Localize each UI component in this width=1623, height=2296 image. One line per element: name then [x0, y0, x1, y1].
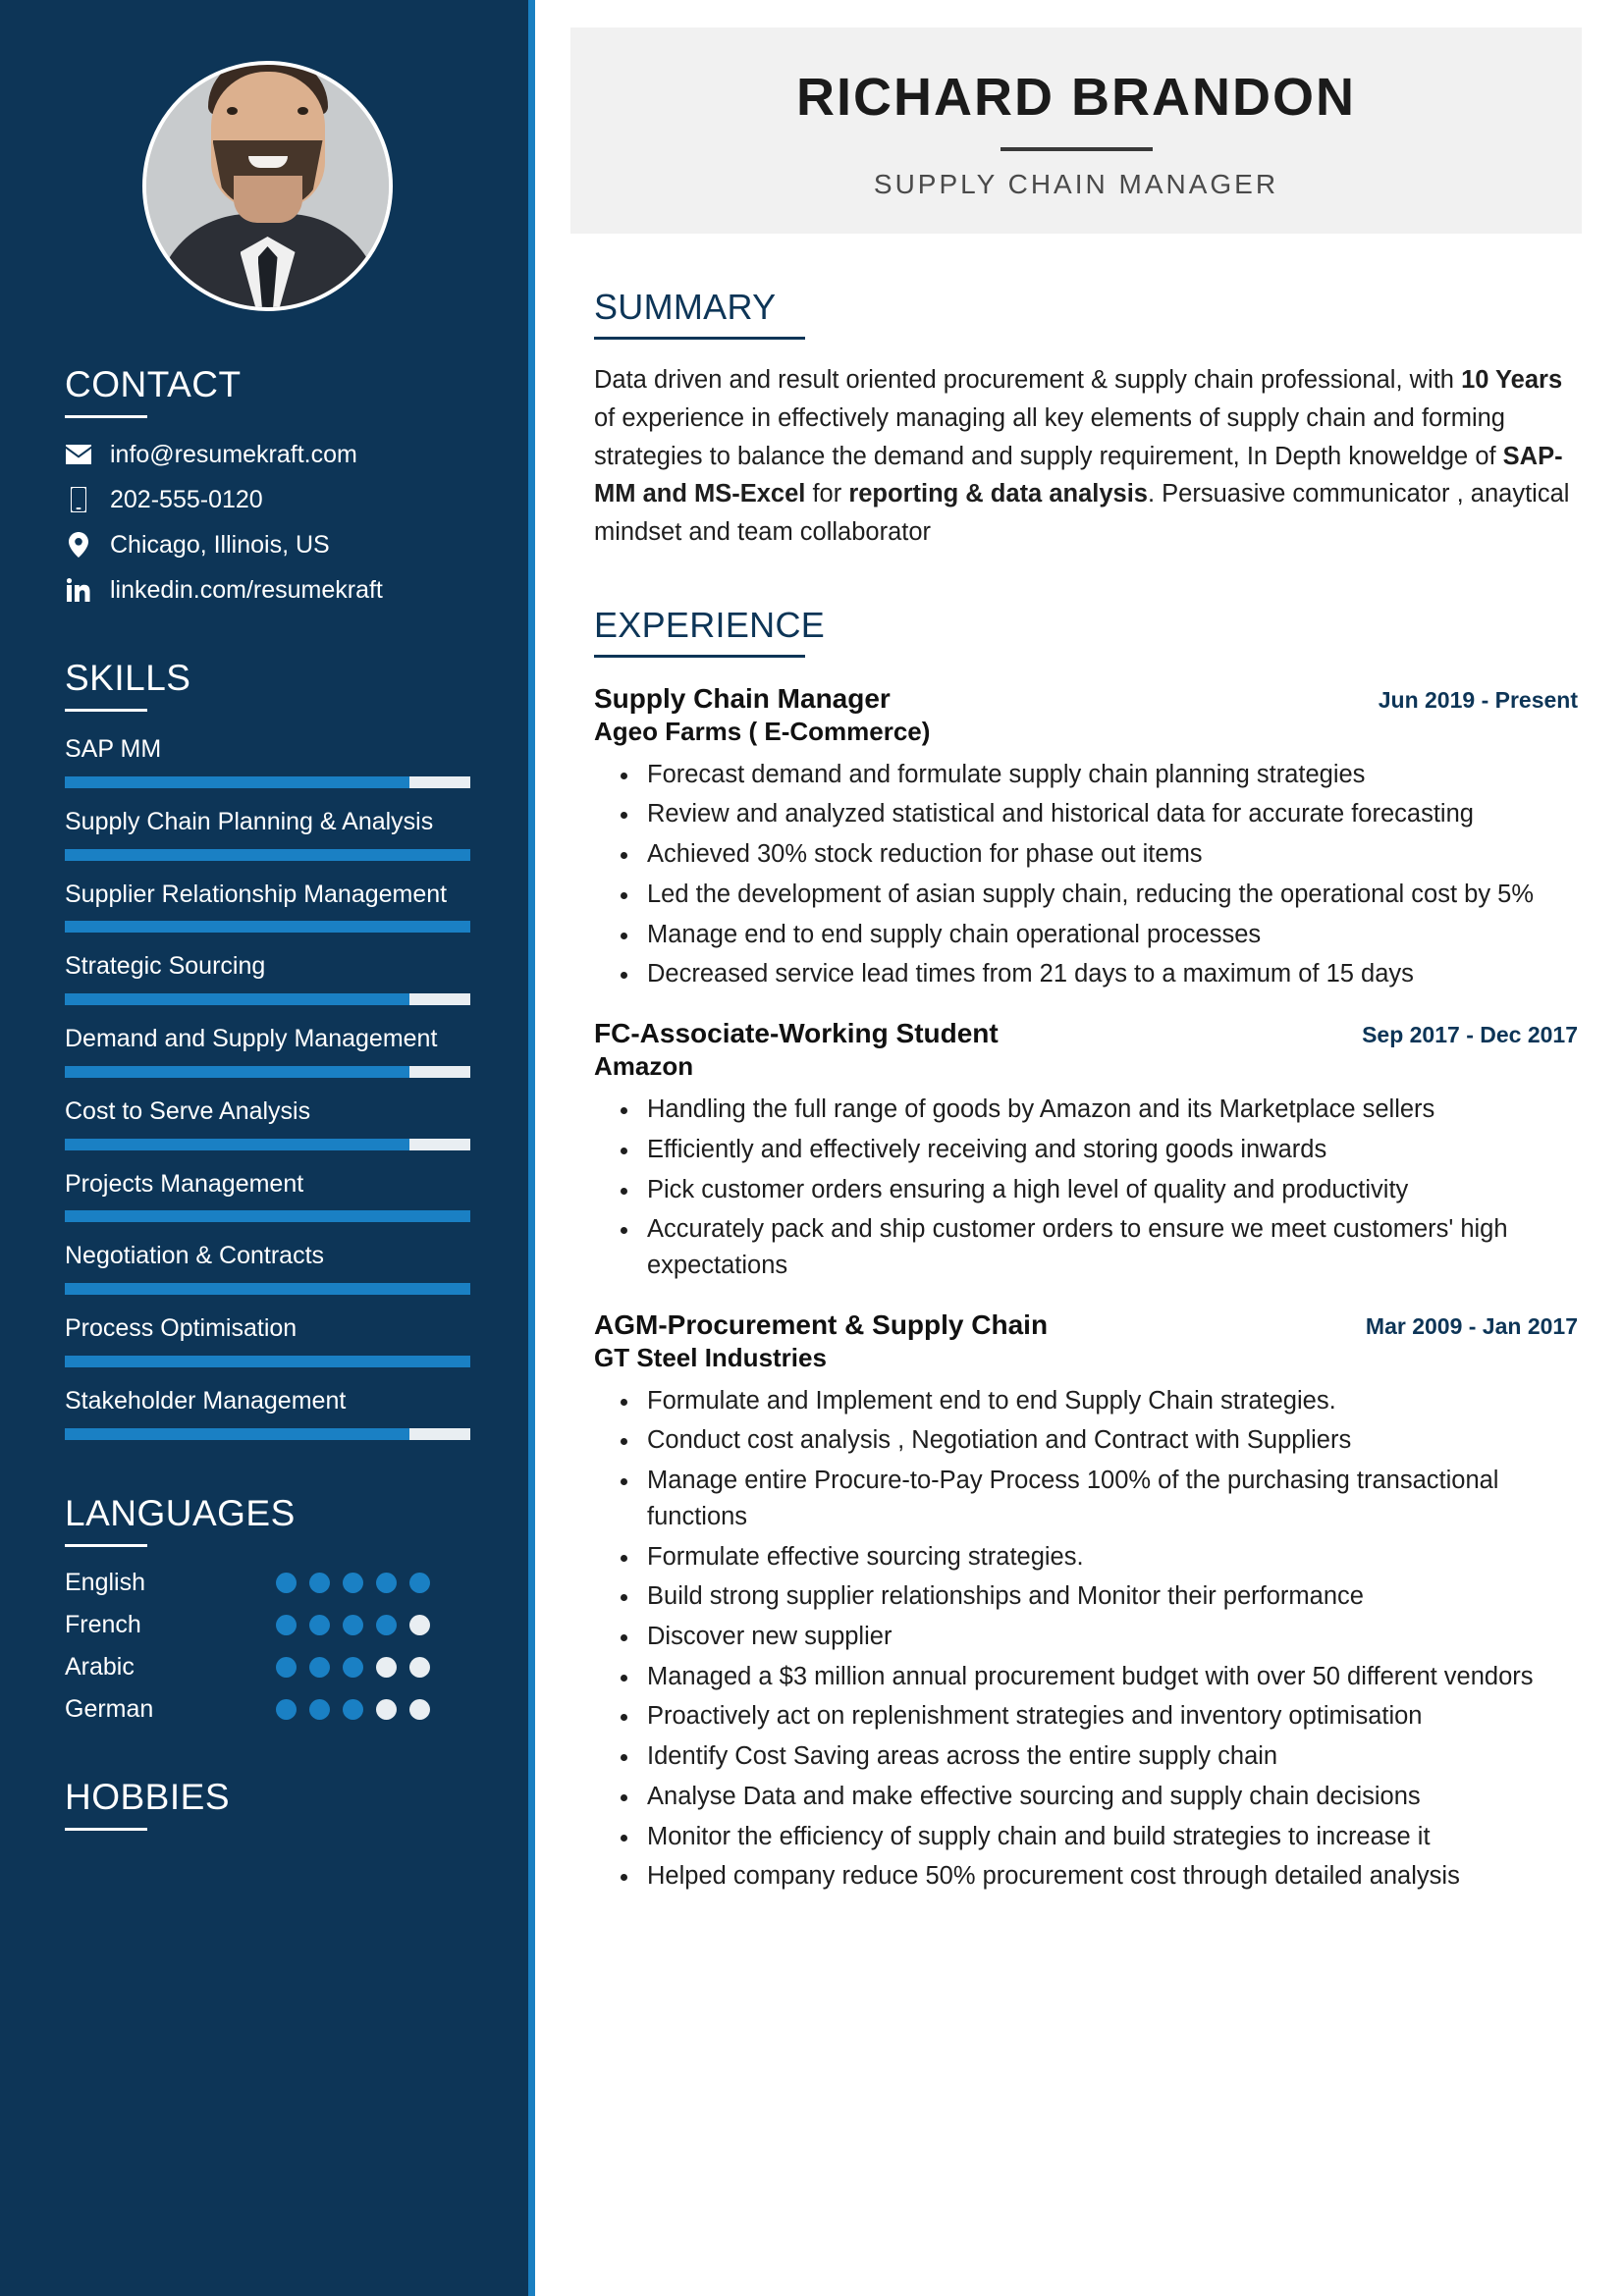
experience-heading-rule: [594, 655, 805, 658]
contact-location: [65, 530, 470, 560]
skills-heading: SKILLS: [65, 658, 191, 698]
list-item: • Efficiently and effectively receiving and storing goods inwards: [641, 1132, 1578, 1168]
level-dot: [376, 1573, 397, 1593]
list-item: • Led the development of asian supply chain, reducing the operational cost by 5%: [641, 877, 1578, 913]
skill-bar: [65, 849, 470, 861]
experience-heading: EXPERIENCE: [594, 604, 826, 645]
level-dot: [343, 1657, 363, 1678]
skill-bar: [65, 1283, 470, 1295]
level-dot: [343, 1699, 363, 1720]
skill-bar: [65, 1356, 470, 1367]
list-item: • Decreased service lead times from 21 days to a maximum of 15 days: [641, 956, 1578, 992]
contact-section: [0, 364, 535, 605]
skill-label: Supplier Relationship Management: [65, 880, 448, 908]
experience-dates: Mar 2009 - Jan 2017: [1365, 1312, 1578, 1339]
skill-bar: [65, 1066, 470, 1078]
experience-item: [594, 1018, 1578, 1284]
experience-company: GT Steel Industries: [594, 1342, 827, 1372]
name-band: [570, 27, 1582, 234]
list-item: • Managed a $3 million annual procurement budget with over 50 different vendors: [641, 1659, 1578, 1695]
language-level-dots: [276, 1615, 430, 1635]
skill-bar-fill: [65, 993, 409, 1005]
contact-email[interactable]: [65, 440, 470, 469]
skill-label: Stakeholder Management: [65, 1386, 347, 1415]
skill-bar: [65, 1210, 470, 1222]
experience-header: [594, 1309, 1578, 1341]
experience-dates: Jun 2019 - Present: [1378, 686, 1578, 713]
contact-heading: CONTACT: [65, 364, 242, 404]
skill-label: Projects Management: [65, 1169, 304, 1198]
skill-bar-fill: [65, 1428, 409, 1440]
level-dot: [309, 1657, 330, 1678]
skill-item: [65, 1095, 470, 1150]
level-dot: [309, 1573, 330, 1593]
list-item: • Accurately pack and ship customer orders to ensure we meet customers' high expectations: [641, 1211, 1578, 1283]
language-item: [65, 1695, 470, 1724]
list-item: • Handling the full range of goods by Amazon and its Marketplace sellers: [641, 1092, 1578, 1128]
skill-bar: [65, 921, 470, 933]
languages-heading: LANGUAGES: [65, 1492, 296, 1533]
list-item: • Manage end to end supply chain operational processes: [641, 917, 1578, 953]
level-dot: [276, 1699, 297, 1720]
skill-label: Cost to Serve Analysis: [65, 1096, 311, 1125]
experience-item: [594, 683, 1578, 992]
experience-company: Amazon: [594, 1051, 694, 1082]
job-title: SUPPLY CHAIN MANAGER: [873, 169, 1279, 199]
summary-section: [594, 287, 1578, 552]
languages-section: [0, 1493, 535, 1724]
skill-item: [65, 1312, 470, 1367]
skill-item: [65, 806, 470, 861]
skill-bar: [65, 776, 470, 788]
contact-heading-rule: [65, 415, 147, 418]
experience-company: Ageo Farms ( E-Commerce): [594, 716, 931, 746]
experience-section: [594, 605, 1578, 1895]
skill-label: SAP MM: [65, 735, 162, 763]
summary-text: Data driven and result oriented procurement & supply chain professional, with 10 Years of experience in effectively managing all key elements of supply chain and forming strategies to balance the demand and supply requirement, In Depth knoweldge of SAP-MM and MS-Excel for reporting & data analysis. Persuasive communicator , anaytical mindset and team collaborator: [594, 366, 1570, 546]
skill-label: Process Optimisation: [65, 1314, 298, 1342]
skills-section: [0, 658, 535, 1440]
summary-heading: SUMMARY: [594, 287, 777, 327]
list-item: • Achieved 30% stock reduction for phase out items: [641, 836, 1578, 873]
list-item: • Pick customer orders ensuring a high level of quality and productivity: [641, 1172, 1578, 1208]
list-item: • Forecast demand and formulate supply chain planning strategies: [641, 757, 1578, 793]
experience-header: [594, 683, 1578, 715]
languages-heading-rule: [65, 1544, 147, 1547]
skills-heading-rule: [65, 709, 147, 712]
skill-item: [65, 1385, 470, 1440]
skill-bar-fill: [65, 1066, 409, 1078]
experience-dates: Sep 2017 - Dec 2017: [1362, 1022, 1578, 1048]
sidebar: [0, 0, 535, 2296]
profile-photo: [142, 61, 393, 311]
experience-role: FC-Associate-Working Student: [594, 1018, 999, 1049]
experience-bullets: [641, 1383, 1578, 1895]
level-dot: [409, 1615, 430, 1635]
email-icon: [65, 445, 92, 464]
hobbies-heading-rule: [65, 1828, 147, 1831]
skill-bar: [65, 1139, 470, 1150]
language-item: [65, 1611, 470, 1639]
skill-bar-fill: [65, 1139, 409, 1150]
page-title: RICHARD BRANDON: [796, 68, 1356, 127]
experience-item: [594, 1309, 1578, 1895]
contact-phone[interactable]: [65, 485, 470, 514]
list-item: • Monitor the efficiency of supply chain and build strategies to increase it: [641, 1819, 1578, 1855]
summary-heading-rule: [594, 337, 805, 340]
list-item: • Discover new supplier: [641, 1619, 1578, 1655]
experience-bullets: [641, 1092, 1578, 1284]
skill-bar: [65, 1428, 470, 1440]
language-label: French: [65, 1610, 141, 1638]
level-dot: [409, 1573, 430, 1593]
hobbies-section: [0, 1777, 535, 1831]
skill-item: [65, 879, 470, 934]
name-divider: [1001, 147, 1153, 151]
list-item: • Identify Cost Saving areas across the entire supply chain: [641, 1738, 1578, 1775]
experience-list: [594, 683, 1578, 1895]
skills-list: [65, 733, 470, 1440]
list-item: • Helped company reduce 50% procurement cost through detailed analysis: [641, 1858, 1578, 1895]
skill-bar-fill: [65, 849, 470, 861]
level-dot: [409, 1657, 430, 1678]
language-label: Arabic: [65, 1652, 135, 1681]
level-dot: [376, 1657, 397, 1678]
skill-item: [65, 733, 470, 788]
skill-label: Demand and Supply Management: [65, 1025, 438, 1052]
language-level-dots: [276, 1573, 430, 1593]
skill-bar-fill: [65, 1283, 470, 1295]
contact-linkedin[interactable]: [65, 575, 470, 605]
list-item: • Formulate effective sourcing strategies.: [641, 1539, 1578, 1575]
hobbies-heading: HOBBIES: [65, 1776, 230, 1817]
languages-list: [65, 1569, 470, 1724]
language-label: English: [65, 1568, 145, 1596]
skill-bar: [65, 993, 470, 1005]
level-dot: [309, 1615, 330, 1635]
skill-bar-fill: [65, 1356, 470, 1367]
skill-item: [65, 1168, 470, 1223]
language-label: German: [65, 1694, 154, 1723]
experience-header: [594, 1018, 1578, 1049]
skill-item: [65, 950, 470, 1005]
experience-role: Supply Chain Manager: [594, 682, 891, 714]
avatar: [0, 0, 535, 311]
level-dot: [276, 1615, 297, 1635]
list-item: • Formulate and Implement end to end Supply Chain strategies.: [641, 1383, 1578, 1419]
list-item: • Manage entire Procure-to-Pay Process 100% of the purchasing transactional functions: [641, 1463, 1578, 1534]
language-item: [65, 1653, 470, 1682]
skill-bar-fill: [65, 1210, 470, 1222]
contact-linkedin-text: linkedin.com/resumekraft: [110, 576, 383, 604]
contact-location-text: Chicago, Illinois, US: [110, 531, 330, 559]
skill-bar-fill: [65, 776, 409, 788]
list-item: • Conduct cost analysis , Negotiation and Contract with Suppliers: [641, 1422, 1578, 1459]
language-item: [65, 1569, 470, 1597]
main-content: [535, 0, 1623, 2296]
list-item: • Review and analyzed statistical and historical data for accurate forecasting: [641, 796, 1578, 832]
level-dot: [309, 1699, 330, 1720]
level-dot: [343, 1573, 363, 1593]
skill-item: [65, 1023, 470, 1078]
level-dot: [276, 1573, 297, 1593]
skill-label: Strategic Sourcing: [65, 952, 266, 981]
level-dot: [376, 1699, 397, 1720]
experience-role: AGM-Procurement & Supply Chain: [594, 1308, 1049, 1340]
level-dot: [409, 1699, 430, 1720]
level-dot: [276, 1657, 297, 1678]
experience-bullets: [641, 757, 1578, 992]
linkedin-icon: [65, 578, 92, 602]
location-pin-icon: [65, 532, 92, 558]
level-dot: [376, 1615, 397, 1635]
list-item: • Proactively act on replenishment strategies and inventory optimisation: [641, 1698, 1578, 1735]
language-level-dots: [276, 1699, 430, 1720]
skill-item: [65, 1240, 470, 1295]
skill-label: Supply Chain Planning & Analysis: [65, 807, 434, 835]
contact-email-text: info@resumekraft.com: [110, 441, 357, 468]
skill-label: Negotiation & Contracts: [65, 1242, 325, 1270]
phone-icon: [65, 487, 92, 512]
level-dot: [343, 1615, 363, 1635]
skill-bar-fill: [65, 921, 470, 933]
contact-phone-text: 202-555-0120: [110, 486, 263, 513]
language-level-dots: [276, 1657, 430, 1678]
list-item: • Build strong supplier relationships and Monitor their performance: [641, 1578, 1578, 1615]
list-item: • Analyse Data and make effective sourcing and supply chain decisions: [641, 1779, 1578, 1815]
